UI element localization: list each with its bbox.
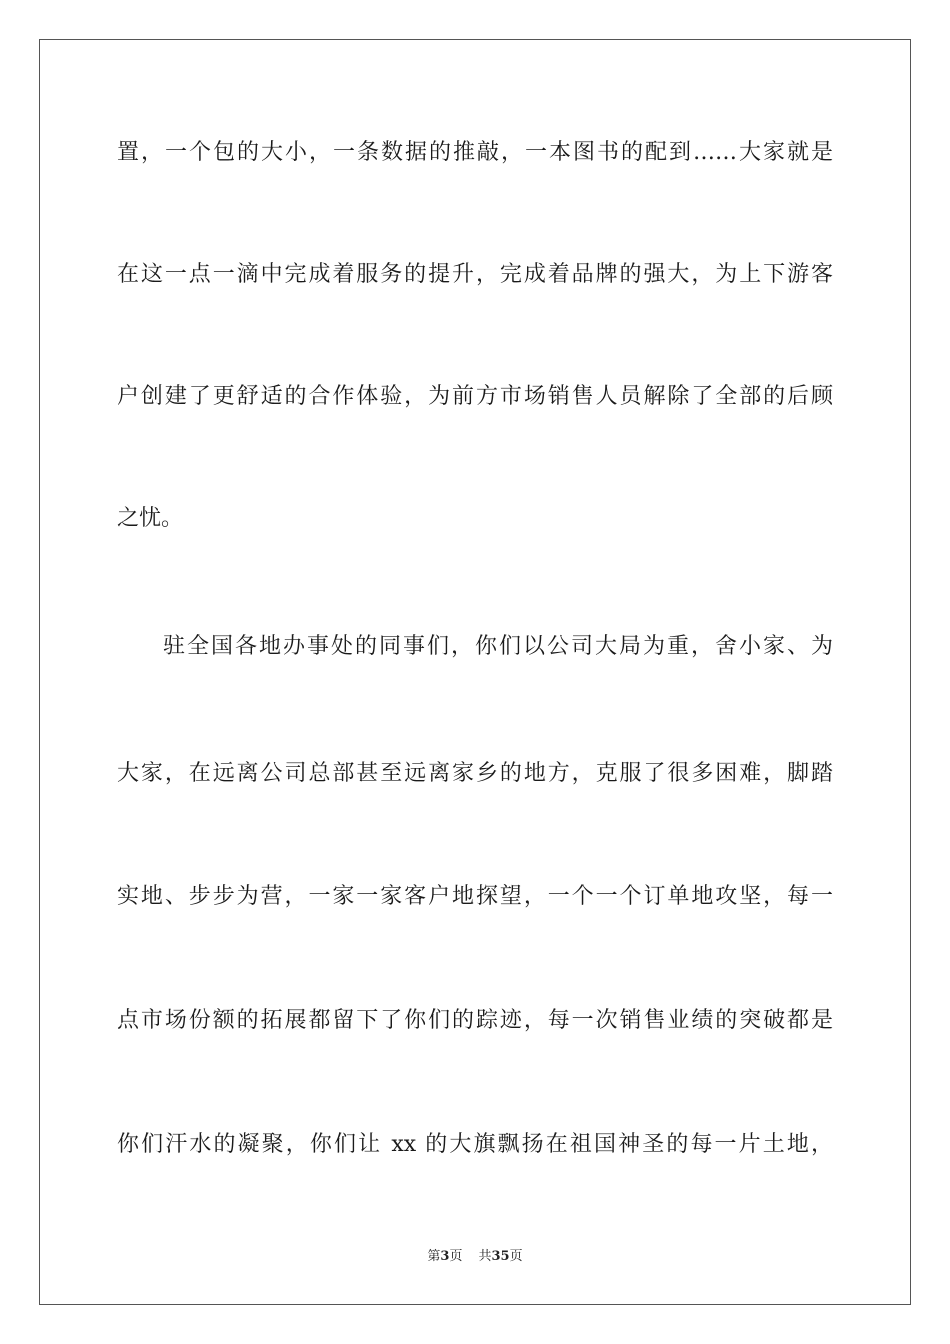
paragraph-2-line-3: 实地、步步为营，一家一家客户地探望，一个一个订单地攻坚，每一 xyxy=(117,884,833,909)
paragraph-2-line-5: 你们汗水的凝聚，你们让 xx 的大旗飘扬在祖国神圣的每一片土地， xyxy=(117,1132,833,1157)
paragraph-1-line-2: 在这一点一滴中完成着服务的提升，完成着品牌的强大，为上下游客 xyxy=(117,262,833,287)
footer-page-suffix: 页 xyxy=(449,1249,463,1264)
paragraph-2-line-1: 驻全国各地办事处的同事们，你们以公司大局为重，舍小家、为 xyxy=(163,634,833,659)
footer-page-number: 3 xyxy=(440,1249,450,1264)
footer-total-pages: 35 xyxy=(491,1249,510,1264)
paragraph-1-line-1: 置，一个包的大小，一条数据的推敲，一本图书的配到……大家就是 xyxy=(117,140,833,165)
footer-total-suffix: 页 xyxy=(509,1249,523,1264)
footer-total-prefix: 共 xyxy=(478,1249,492,1264)
paragraph-2-line-2: 大家，在远离公司总部甚至远离家乡的地方，克服了很多困难，脚踏 xyxy=(117,761,833,786)
page-footer xyxy=(0,1248,950,1266)
page-frame xyxy=(39,39,911,1305)
paragraph-1-line-3: 户创建了更舒适的合作体验，为前方市场销售人员解除了全部的后顾 xyxy=(117,384,833,409)
paragraph-1-line-4: 之忧。 xyxy=(117,506,184,531)
footer-page-prefix: 第 xyxy=(427,1249,441,1264)
paragraph-2-line-4: 点市场份额的拓展都留下了你们的踪迹，每一次销售业绩的突破都是 xyxy=(117,1008,833,1033)
